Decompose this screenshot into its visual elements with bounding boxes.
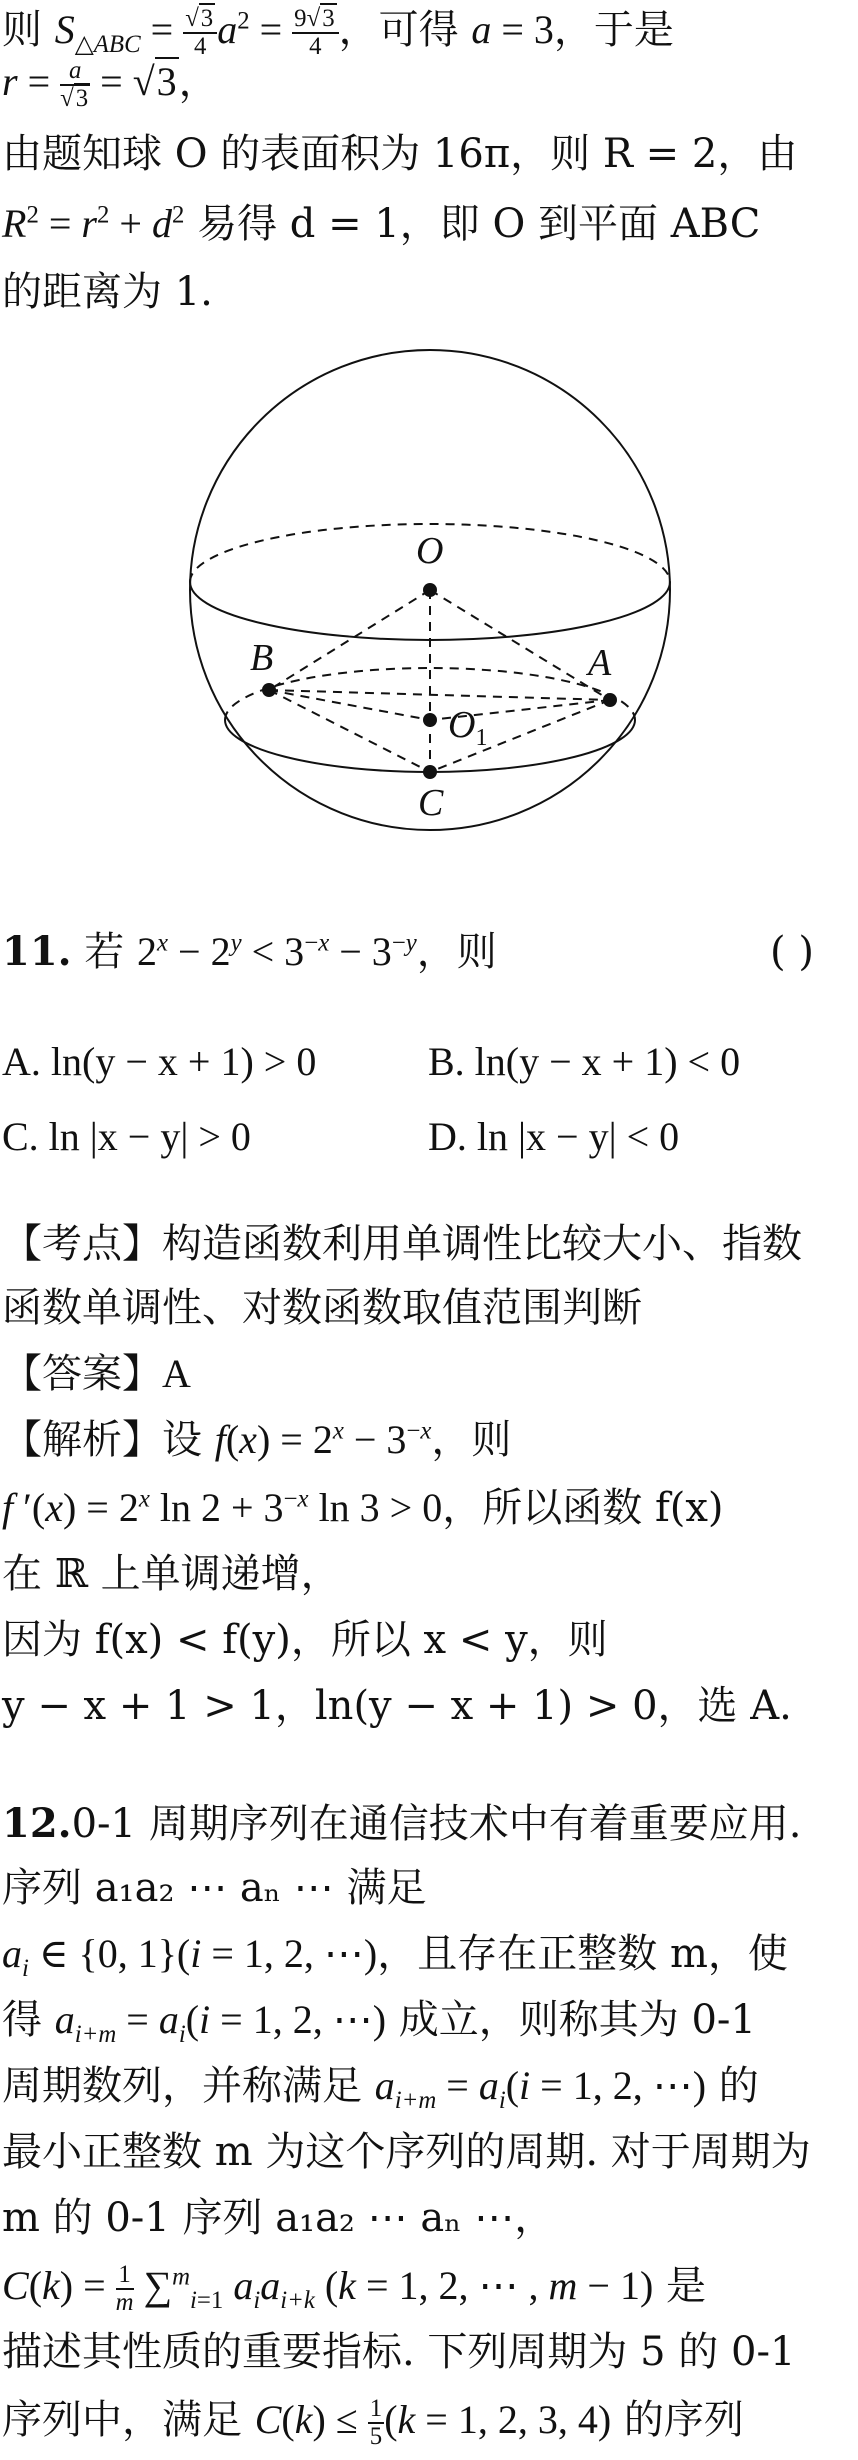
- q12-line-4: 得 $a_{i+m} = a_i(i = 1$, 2, ⋯) 成立，则称其为 0-1: [2, 1997, 756, 2048]
- answer-value: A: [162, 1351, 191, 1396]
- point-C: [423, 765, 437, 779]
- point-A: [603, 693, 617, 707]
- q11-option-c: C. ln |x − y| > 0: [2, 1114, 251, 1159]
- jiexi-tag: 【解析】: [2, 1417, 162, 1463]
- point-B: [262, 683, 276, 697]
- q12-line-3: $a_i$ ∈ {0, 1}(i = 1, 2, ⋯)，且存在正整数 m，使: [2, 1931, 788, 1982]
- solution10-line-5: 的距离为 1.: [2, 269, 213, 315]
- label-A: A: [588, 642, 612, 684]
- q11-option-d: D. ln |x − y| < 0: [428, 1114, 680, 1159]
- solution10-line-3: 由题知球 O 的表面积为 16π，则 R = 2，由: [2, 131, 798, 177]
- q11-jiexi-line-1: 【解析】设 $f(x) = 2^x - 3^{-x}$，则: [2, 1417, 512, 1463]
- fraction: $\frac{a}{√3}$: [60, 57, 89, 113]
- fraction: $\frac{9√3}{4}$: [292, 6, 338, 60]
- fraction: $\frac{√3}{4}$: [183, 6, 217, 60]
- solution10-line-2: r = $\frac{a}{√3}$ = √3，: [2, 57, 219, 113]
- solution10-line-4: $R^2 = r^2 + d^2$ 易得 d = 1，即 O 到平面 ABC: [2, 201, 761, 247]
- label-O: O: [416, 530, 444, 572]
- label-C: C: [418, 782, 444, 824]
- q11-jiexi-line-2: f $'(x) = 2^x$ $\ln 2 + 3^{-x}$ ln 3 > 0，所以函数 f(x): [2, 1485, 724, 1531]
- point-O1: [423, 713, 437, 727]
- q11-jiexi-line-5: y − x + 1 > 1，ln(y − x + 1) > 0，选 A.: [2, 1683, 792, 1729]
- q12-line-5: 周期数列，并称满足 $a_{i+m} = a_i(i = 1$, 2, ⋯) 的: [2, 2063, 759, 2114]
- answer-tag: 【答案】: [2, 1351, 162, 1397]
- kaodian-tag: 【考点】: [2, 1221, 162, 1267]
- sphere-diagram: [180, 345, 680, 845]
- small-circle-front: [225, 720, 635, 772]
- fraction: $\frac{1}{m}$: [115, 2261, 134, 2317]
- q12-line-2: 序列 a₁a₂ ⋯ aₙ ⋯ 满足: [2, 1865, 427, 1911]
- q11-jiexi-line-4: 因为 f(x) < f(y)，所以 x < y，则: [2, 1617, 608, 1663]
- q12-line-7: m 的 0-1 序列 a₁a₂ ⋯ aₙ ⋯，: [2, 2195, 555, 2241]
- q12-line-9: 描述其性质的重要指标. 下列周期为 5 的 0-1: [2, 2329, 796, 2375]
- q11-option-a: A. ln(y − x + 1) > 0: [2, 1039, 317, 1084]
- math-area-formula: $S_{\triangle ABC}$: [54, 7, 141, 59]
- label-O1: $O_1$: [448, 704, 488, 751]
- q11-kaodian-line-1: 【考点】构造函数利用单调性比较大小、指数: [2, 1221, 802, 1267]
- q12-line-6: 最小正整数 m 为这个序列的周期. 对于周期为: [2, 2129, 811, 2175]
- q11-option-b: B. ln(y − x + 1) < 0: [428, 1039, 741, 1084]
- q11-stem: 11. 若 $2^x - 2^y < 3^{-x} - 3^{-y}$，则: [2, 928, 497, 975]
- q12-line-1: 12.0-1 周期序列在通信技术中有着重要应用.: [2, 1800, 802, 1847]
- q12-line-8: C(k) = $\frac{1}{m}$ ∑$^m_{i=1}$ $a_ia_{i+k}$ (k = 1, 2, ⋯ , m − 1) 是: [2, 2261, 706, 2317]
- q11-jiexi-line-3: 在 ℝ 上单调递增，: [2, 1551, 341, 1597]
- q11-answer-line: [2, 1352, 191, 1396]
- dashed-segments: [269, 590, 610, 772]
- q12-line-10: 序列中，满足 C(k) ≤ $\frac{1}{5}$ (k = 1, 2, 3, 4) 的序列: [2, 2395, 744, 2451]
- q11-kaodian-line-2: 函数单调性、对数函数取值范围判断: [2, 1285, 642, 1331]
- q11-answer-blank: ( ): [770, 929, 814, 975]
- solution10-line-1: 则 $S_{\triangle ABC}$ = $\frac{√3}{4}$ $a^2$ = $\frac{9√3}{4}$ ，可得 a = 3，于是: [2, 5, 674, 61]
- point-O: [423, 583, 437, 597]
- fraction: $\frac{1}{5}$: [369, 2395, 383, 2451]
- label-B: B: [250, 637, 274, 679]
